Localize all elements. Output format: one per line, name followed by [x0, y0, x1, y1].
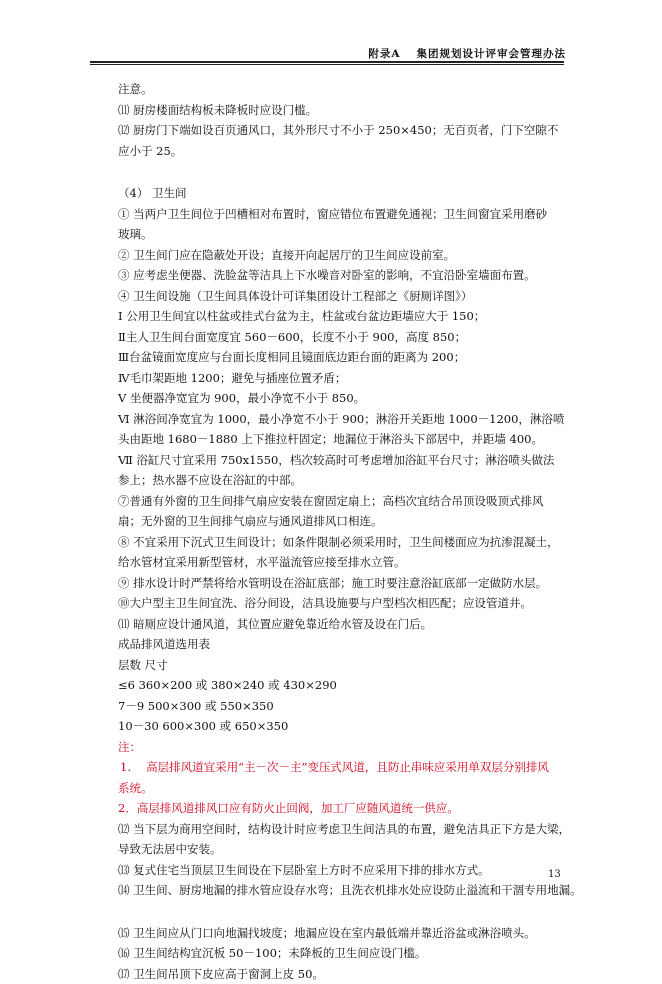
text-line: 导致无法居中安装。 — [118, 839, 578, 860]
bathroom-item-17: ⒄ 卫生间吊顶下皮应高于窗洞上皮 50。 — [118, 964, 578, 984]
bathroom-item-2: ② 卫生间门应在隐蔽处开设；直接开向起居厅的卫生间应设前室。 — [118, 245, 578, 266]
note-item-1: 1. 高层排风道宜采用“主－次－主”变压式风道，且防止串味应采用单双层分别排风 — [118, 757, 578, 778]
table-title: 成品排风道选用表 — [118, 634, 578, 655]
page-number: 13 — [548, 869, 561, 880]
document-body — [118, 79, 578, 984]
text-line: 玻璃。 — [118, 224, 578, 245]
kitchen-item-12: ⑿ 厨房门下端如设百页通风口，其外形尺寸不小于 250×450；无百页者，门下空隙不 — [118, 120, 578, 141]
table-row: 10－30 600×300 或 650×350 — [118, 716, 578, 737]
table-header: 层数 尺寸 — [118, 655, 578, 676]
table-row: 7－9 500×300 或 550×350 — [118, 696, 578, 717]
bathroom-item-14: ⒁ 卫生间、厨房地漏的排水管应设存水弯；且洗衣机排水处应设防止溢流和干涸专用地漏。 — [118, 880, 578, 901]
header-text — [368, 46, 566, 61]
table-row: ≤6 360×200 或 380×240 或 430×290 — [118, 675, 578, 696]
note-item-2: 2．高层排风道排风口应有防火止回阀，加工厂应随风道统一供应。 — [118, 798, 578, 819]
bathroom-item-4: ④ 卫生间设施（卫生间具体设计可详集团设计工程部之《厨厕详图》） — [118, 286, 578, 307]
bathroom-item-12: ⑿ 当下层为商用空间时，结构设计时应考虑卫生间洁具的布置，避免洁具正下方是大梁， — [118, 819, 578, 840]
bathroom-item-1: ① 当两户卫生间位于凹槽相对布置时，窗应错位布置避免通视；卫生间窗宜采用磨砂 — [118, 204, 578, 225]
facility-item-vi: Ⅵ 淋浴间净宽宜为 1000，最小净宽不小于 900；淋浴开关距地 1000－1200，淋浴喷 — [118, 409, 578, 430]
section-heading-bathroom: （4） 卫生间 — [118, 183, 578, 204]
facility-item-vii: Ⅶ 浴缸尺寸宜采用 750x1550，档次较高时可考虑增加浴缸平台尺寸；淋浴喷头做法 — [118, 450, 578, 471]
facility-item-iii: Ⅲ台盆镜面宽度应与台面长度相同且镜面底边距台面的距离为 200； — [118, 347, 578, 368]
bathroom-item-3: ③ 应考虑坐便器、洗脸盆等洁具上下水噪音对卧室的影响，不宜沿卧室墙面布置。 — [118, 265, 578, 286]
facility-item-i: Ⅰ 公用卫生间宜以柱盆或挂式台盆为主，柱盆或台盆边距墙应大于 150； — [118, 306, 578, 327]
note-heading: 注： — [118, 737, 578, 758]
text-line: 给水管材宜采用新型管材，水平溢流管应接至排水立管。 — [118, 552, 578, 573]
kitchen-item-11: ⑾ 厨房楼面结构板未降板时应设门槛。 — [118, 100, 578, 121]
text-line: 参上；热水器不应设在浴缸的中部。 — [118, 470, 578, 491]
bathroom-item-16: ⒃ 卫生间结构宜沉板 50－100；未降板的卫生间应设门槛。 — [118, 943, 578, 964]
bathroom-item-9: ⑨ 排水设计时严禁将给水管明设在浴缸底部；施工时要注意浴缸底部一定做防水层。 — [118, 573, 578, 594]
header-rule — [90, 61, 564, 63]
bathroom-item-10: ⑩大户型主卫生间宜洗、浴分间设，洁具设施要与户型档次相匹配；应设管道井。 — [118, 593, 578, 614]
bathroom-item-15: ⒂ 卫生间应从门口向地漏找坡度；地漏应设在室内最低端并靠近浴盆或淋浴喷头。 — [118, 923, 578, 944]
text-line: 系统。 — [118, 778, 578, 799]
bathroom-item-11: ⑾ 暗厕应设计通风道，其位置应避免靠近给水管及设在门后。 — [118, 614, 578, 635]
spacer — [118, 901, 578, 923]
text-line: 注意。 — [118, 79, 578, 100]
facility-item-v: Ⅴ 坐便器净宽宜为 900，最小净宽不小于 850。 — [118, 388, 578, 409]
text-line: 应小于 25。 — [118, 141, 578, 162]
bathroom-item-7: ⑦普通有外窗的卫生间排气扇应安装在窗固定扇上；高档次宜结合吊顶设吸顶式排风 — [118, 491, 578, 512]
text-line: 扇；无外窗的卫生间排气扇应与通风道排风口相连。 — [118, 511, 578, 532]
facility-item-ii: Ⅱ主人卫生间台面宽度宜 560－600，长度不小于 900，高度 850； — [118, 327, 578, 348]
text-line: 头由距地 1680－1880 上下推拉杆固定；地漏位于淋浴头下部居中，并距墙 400。 — [118, 429, 578, 450]
header-rule-thin — [90, 64, 564, 65]
facility-item-iv: Ⅳ毛巾架距地 1200；避免与插座位置矛盾； — [118, 368, 578, 389]
bathroom-item-13: ⒀ 复式住宅当顶层卫生间设在下层卧室上方时不应采用下排的排水方式。 — [118, 860, 578, 881]
bathroom-item-8: ⑧ 不宜采用下沉式卫生间设计；如条件限制必须采用时，卫生间楼面应为抗渗混凝土， — [118, 532, 578, 553]
appendix-label: 附录A — [368, 48, 400, 60]
header-title: 集团规划设计评审会管理办法 — [417, 48, 567, 60]
spacer — [118, 161, 578, 183]
